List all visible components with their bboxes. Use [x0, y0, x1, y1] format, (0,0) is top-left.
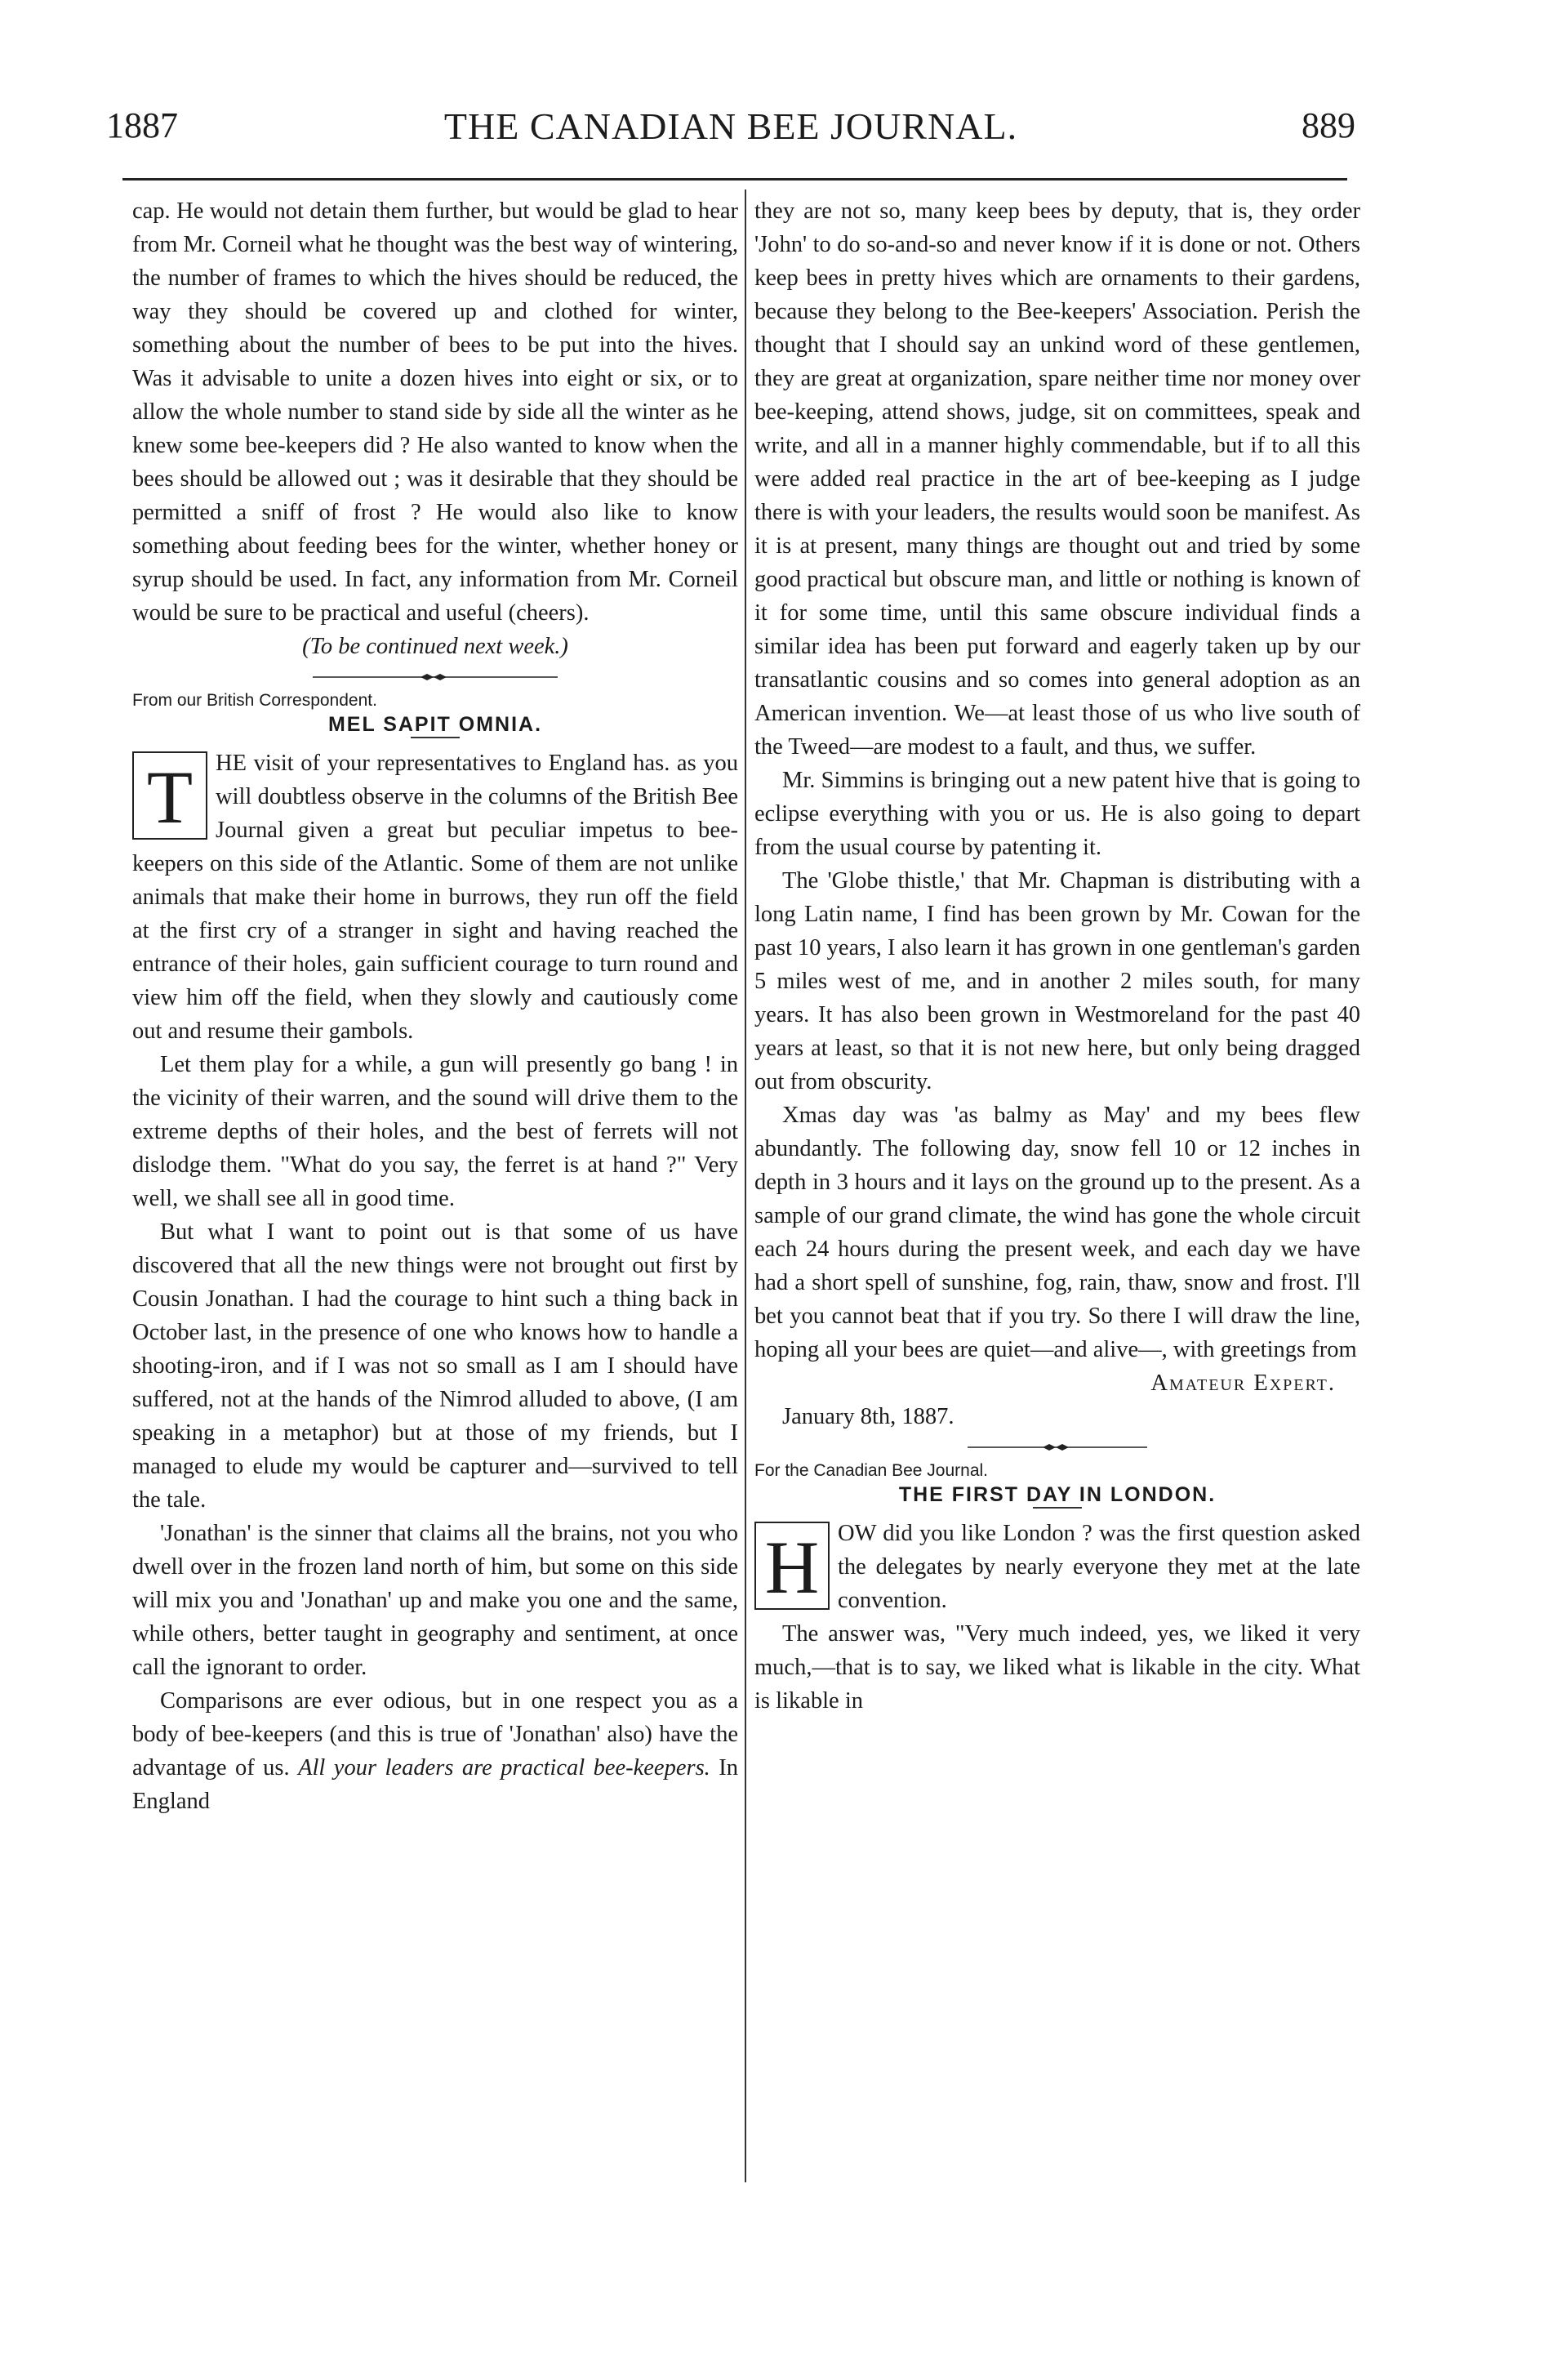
- dropcap-letter: H: [764, 1526, 820, 1609]
- paragraph: Xmas day was 'as balmy as May' and my bees flew abundantly. The following day, snow fell 10 or 12 inches in depth in 3 hours and it lays on the ground up to the present. As a sample of our grand climate, the wind has gone the whole circuit each 24 hours during the present week, and each day we have had a short spell of sunshine, fog, rain, thaw, snow and frost. I'll bet you cannot beat that if you try. So there I will draw the line, hoping all your bees are quiet—and alive—, with greetings from: [754, 1103, 1360, 1362]
- article-title: MEL SAPIT OMNIA.: [327, 713, 543, 736]
- left-column: [132, 194, 738, 1818]
- section-ornament: [754, 1435, 1360, 1458]
- title-rule: [411, 737, 460, 738]
- paragraph: [132, 1684, 738, 1818]
- paragraph: But what I want to point out is that some of us have discovered that all the new things were not brought out first by Cousin Jonathan. I had the courage to hint such a thing back in October last, in the presence of one who knows how to handle a shooting-iron, and if I was not so small as I am I should have suffered, not at the hands of the Nimrod alluded to above, (I am speaking in a metaphor) but at those of my friends, but I managed to elude my would be capturer and—survived to tell the tale.: [132, 1219, 738, 1513]
- signature: Amateur Expert.: [1150, 1371, 1336, 1396]
- right-column: [754, 194, 1360, 1718]
- paragraph-text: visit of your representatives to England has. as you will doubtless observe in the columns of the British Bee Journal given a great but peculiar impetus to bee-keepers on this side of the Atlantic. Some of them are not unlike animals that make their home in burrows, they run off the field at the first cry of a stranger in sight and having reached the entrance of their holes, gain sufficient courage to turn round and view him off the field, when they slowly and cautiously come out and resume their gambols.: [132, 751, 739, 1044]
- header-page-number: 889: [1302, 105, 1355, 145]
- date-line: January 8th, 1887.: [782, 1404, 954, 1429]
- paragraph-text: Comparisons are ever odious, but in one respect you as a body of bee-keepers (and this is true of 'Jonathan' also) have the advantage of us.: [132, 1688, 738, 1781]
- paragraph-dropcap: [132, 747, 738, 1048]
- continued-note: (To be continued next week.): [302, 634, 568, 659]
- article-title: THE FIRST DAY IN LONDON.: [898, 1483, 1217, 1506]
- paragraph-text: OW did you like London ? was the first question asked the delegates by nearly everyone they met at the late convention.: [838, 1521, 1360, 1613]
- paragraph: The 'Globe thistle,' that Mr. Chapman is distributing with a long Latin name, I find has been grown by Mr. Cowan for the past 10 years, I also learn it has grown in one gentleman's garden 5 miles west of me, and in another 2 miles south, for many years. It has also been grown in Westmoreland for the past 40 years at least, so that it is not new here, but only being dragged out from obscurity.: [754, 868, 1360, 1094]
- paragraph-text: In England: [132, 1755, 739, 1814]
- header-title: THE CANADIAN BEE JOURNAL.: [443, 105, 1018, 147]
- header-year: 1887: [106, 105, 178, 145]
- paragraph: The answer was, "Very much indeed, yes, we liked it very much,—that is to say, we liked what is likable in the city. What is likable in: [754, 1621, 1360, 1714]
- paragraph: Mr. Simmins is bringing out a new patent hive that is going to eclipse everything with you or us. He is also going to depart from the usual course by patenting it.: [754, 768, 1360, 860]
- column-divider: [745, 189, 746, 2182]
- paragraph: 'Jonathan' is the sinner that claims all the brains, not you who dwell over in the frozen land north of him, but some on this side will mix you and 'Jonathan' up and make you one and the same, while others, better taught in geography and sentiment, at once call the ignorant to order.: [132, 1521, 738, 1680]
- section-ornament: [132, 665, 738, 688]
- dropcap-lead: HE: [216, 751, 247, 776]
- paragraph-dropcap: [754, 1517, 1360, 1617]
- dropcap: [754, 1522, 830, 1610]
- emphasis-text: All your leaders are practical bee-keepers.: [298, 1755, 710, 1781]
- paragraph: cap. He would not detain them further, but would be glad to hear from Mr. Corneil what he thought was the best way of wintering, the number of frames to which the hives should be reduced, the way they should be covered up and clothed for winter, something about the number of bees to be put into the hives. Was it advisable to unite a dozen hives into eight or six, or to allow the whole number to stand side by side all the winter as he knew some bee-keepers did ? He also wanted to know when the bees should be allowed out ; was it desirable that they should be permitted a sniff of frost ? He would also like to know something about feeding bees for the winter, whether honey or syrup should be used. In fact, any information from Mr. Corneil would be sure to be practical and useful (cheers).: [132, 198, 738, 626]
- paragraph: they are not so, many keep bees by deputy, that is, they order 'John' to do so-and-so and never know if it is done or not. Others keep bees in pretty hives which are ornaments to their gardens, because they belong to the Bee-keepers' Association. Perish the thought that I should say an unkind word of these gentlemen, they are great at organization, spare neither time nor money over bee-keeping, attend shows, judge, sit on committees, speak and write, and all in a manner highly commendable, but if to all this were added real practice in the art of bee-keeping as I judge there is with your leaders, the results would soon be manifest. As it is at present, many things are thought out and tried by some good practical but obscure man, and little or nothing is known of it for some time, until this same obscure individual finds a similar idea has been put forward and eagerly taken up by our transatlantic cousins and so comes into general adoption as an American invention. We—at least those of us who live south of the Tweed—are modest to a fault, and thus, we suffer.: [754, 198, 1360, 760]
- paragraph: Let them play for a while, a gun will presently go bang ! in the vicinity of their warren, and the sound will drive them to the extreme depths of their holes, and the best of ferrets will not dislodge them. "What do you say, the ferret is at hand ?" Very well, we shall see all in good time.: [132, 1052, 738, 1211]
- dropcap: [132, 751, 207, 840]
- running-header: [106, 105, 1355, 162]
- title-rule: [1033, 1507, 1082, 1509]
- dropcap-letter: T: [146, 755, 194, 839]
- article-source: From our British Correspondent.: [132, 691, 377, 710]
- article-source: For the Canadian Bee Journal.: [754, 1461, 989, 1480]
- header-rule: [122, 178, 1347, 181]
